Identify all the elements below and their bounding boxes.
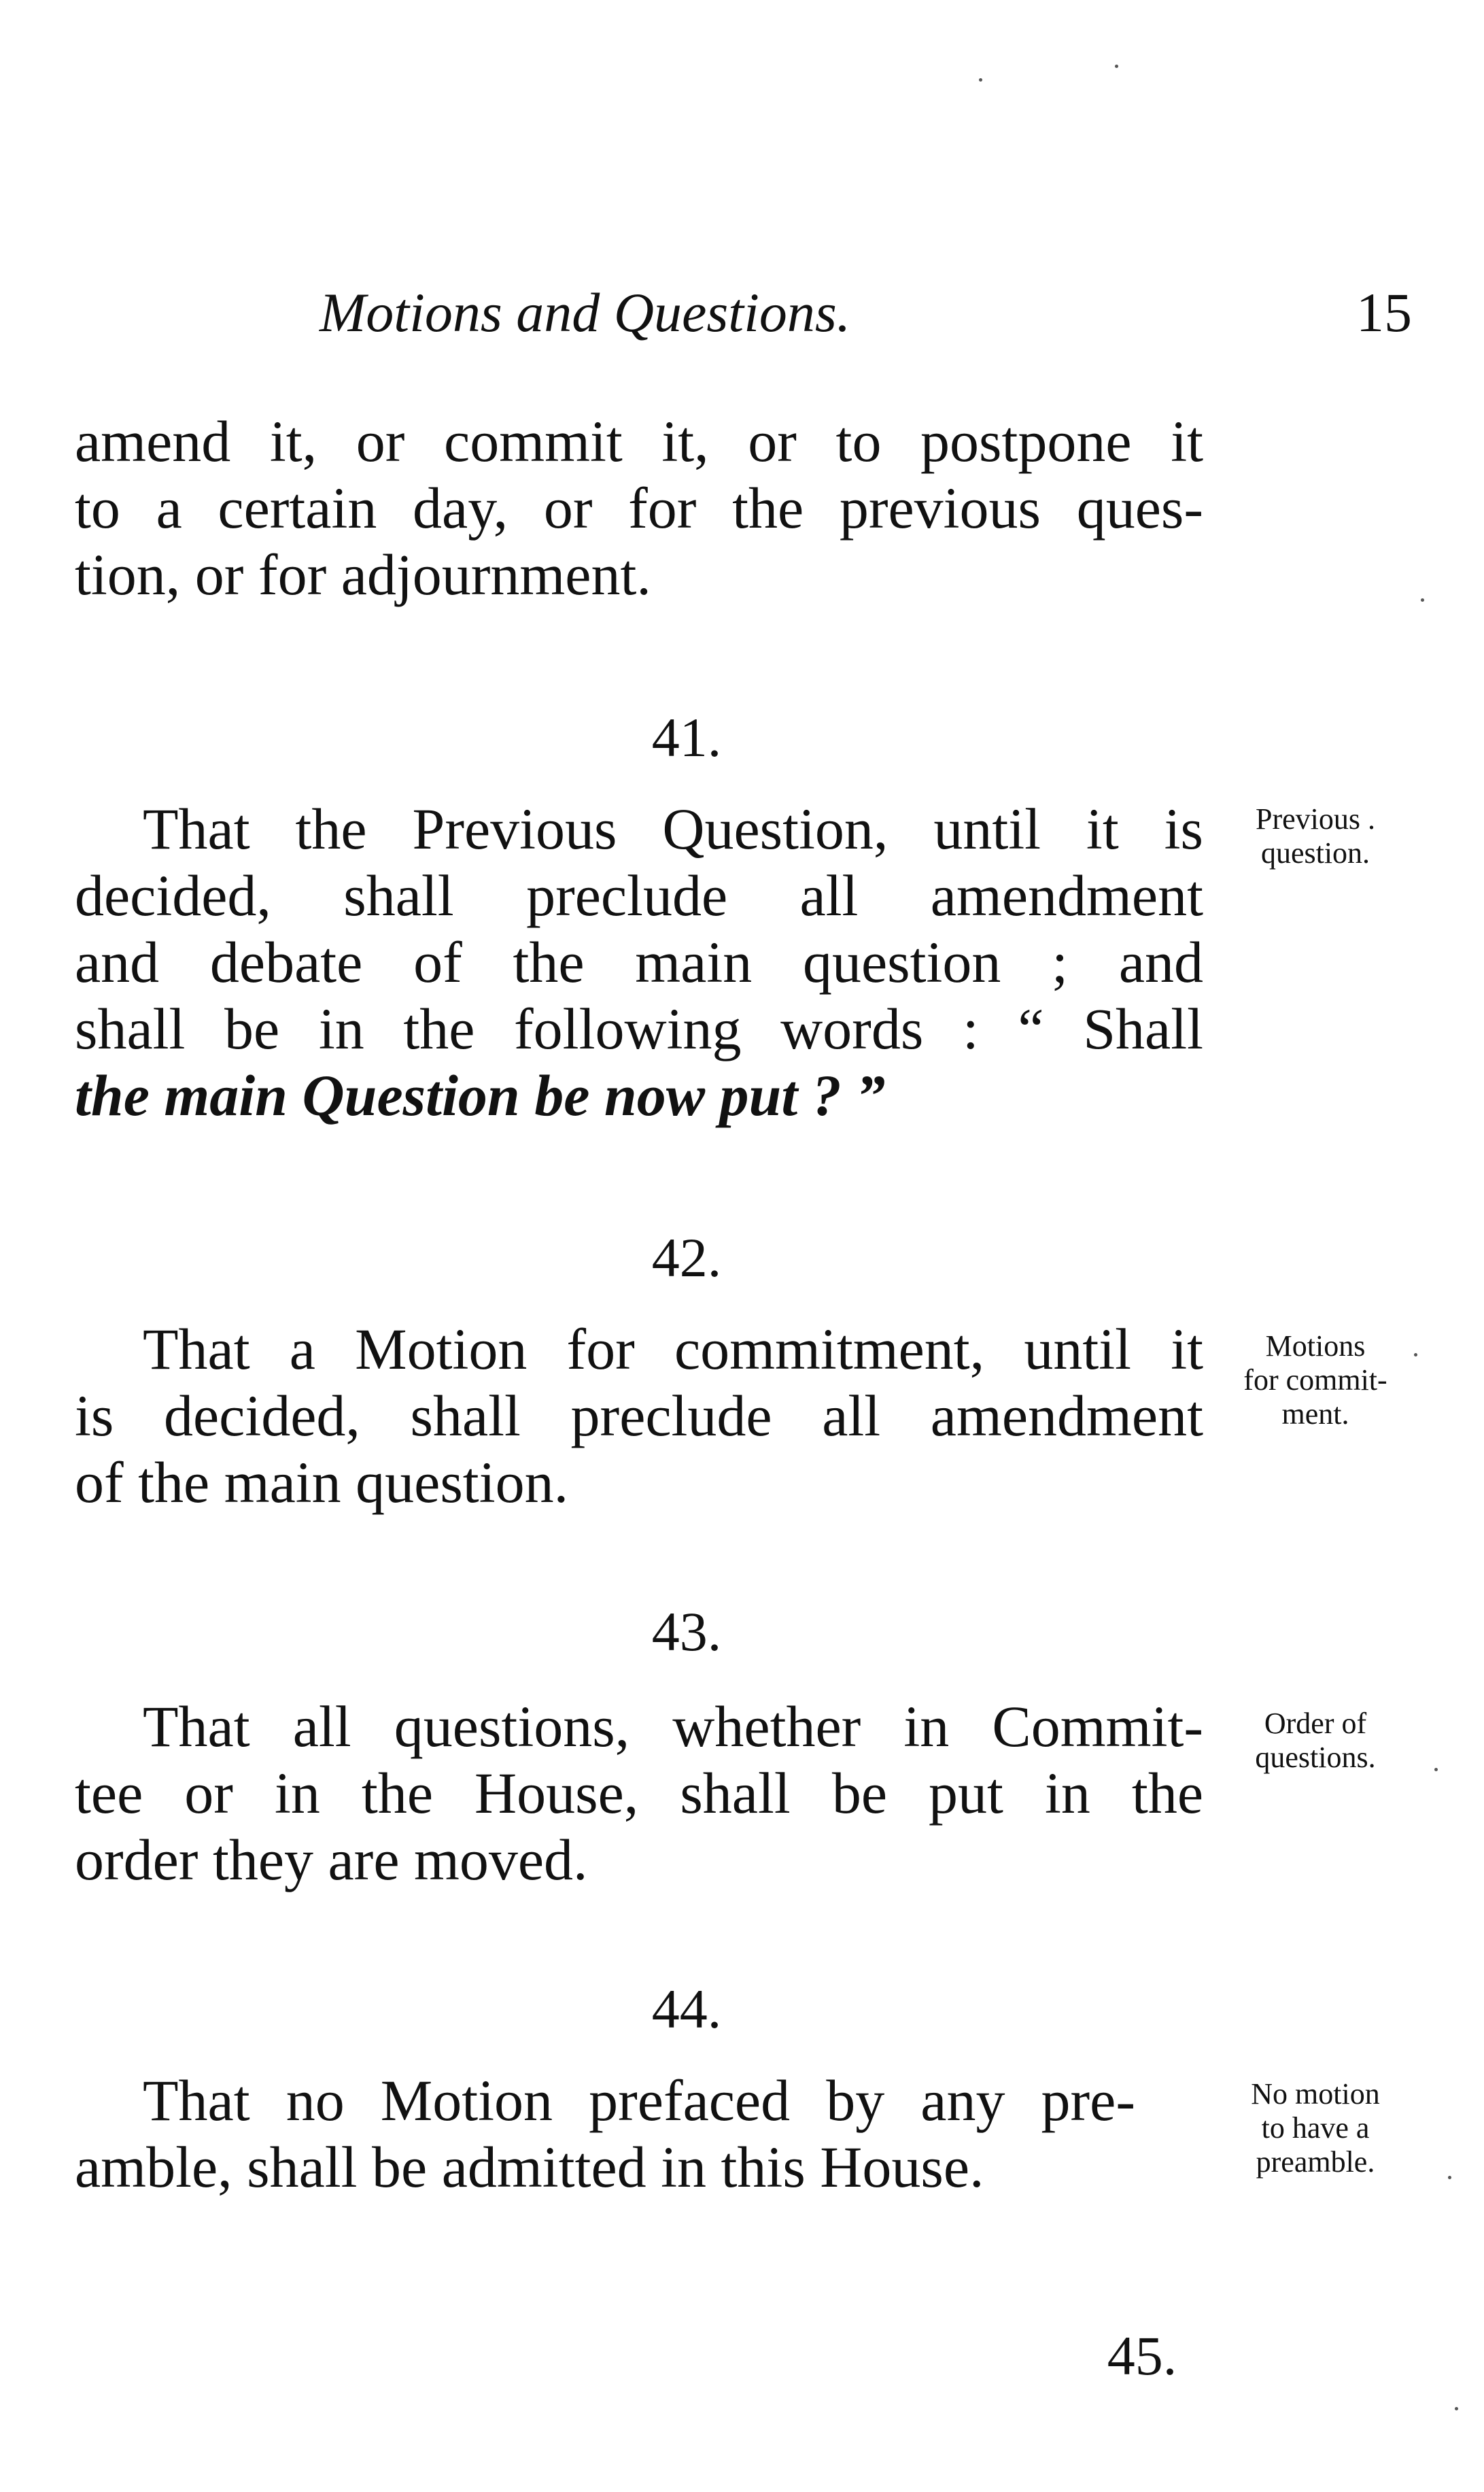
margin-note-previous-question <box>1213 802 1417 870</box>
text-line: tion, or for adjournment. <box>75 542 651 607</box>
note-line: to have a <box>1261 2111 1370 2145</box>
text-line: That all questions, whether in Commit- <box>143 1694 1203 1759</box>
continuation-paragraph <box>75 408 1203 608</box>
scan-speck <box>1434 1768 1438 1771</box>
note-line: Motions <box>1265 1329 1366 1363</box>
catchword-next-number: 45. <box>1107 2325 1177 2387</box>
scan-speck <box>1455 2407 1458 2410</box>
text-line: order they are moved. <box>75 1827 588 1892</box>
margin-note-order-of-questions <box>1213 1707 1417 1775</box>
scan-speck <box>1448 2176 1451 2179</box>
text-line: of the main question. <box>75 1450 569 1515</box>
running-title: Motions and Questions. <box>320 281 851 343</box>
note-line: ment. <box>1281 1397 1349 1431</box>
rule-number-44: 44. <box>651 1978 722 2040</box>
rule-41-paragraph <box>75 796 1203 1129</box>
margin-note-no-motion-preamble <box>1213 2077 1417 2179</box>
note-line: Previous . <box>1256 802 1375 836</box>
note-line: questions. <box>1255 1741 1376 1774</box>
text-line: and debate of the main question ; and <box>75 929 1203 995</box>
text-line: That a Motion for commitment, until it <box>143 1316 1203 1382</box>
text-line: decided, shall preclude all amendment <box>75 863 1203 928</box>
text-line: amble, shall be admitted in this House. <box>75 2134 984 2200</box>
italic-question-line: the main Question be now put ? ” <box>75 1063 886 1128</box>
scan-speck <box>1414 1353 1417 1356</box>
note-line: question. <box>1260 836 1370 870</box>
note-line: No motion <box>1251 2077 1380 2111</box>
page-number: 15 <box>1356 281 1412 343</box>
rule-42-paragraph <box>75 1316 1203 1516</box>
text-line: is decided, shall preclude all amendment <box>75 1383 1203 1448</box>
rule-43-paragraph <box>75 1693 1203 1893</box>
note-line: preamble. <box>1256 2145 1375 2179</box>
text-line: That the Previous Question, until it is <box>143 796 1203 861</box>
scan-speck <box>1421 598 1424 602</box>
text-line: to a certain day, or for the previous ques- <box>75 475 1203 541</box>
note-line: Order of <box>1264 1707 1367 1740</box>
margin-note-motions-for-commitment <box>1213 1329 1417 1431</box>
scan-speck <box>1115 65 1118 68</box>
running-head <box>0 272 1484 354</box>
rule-number-41: 41. <box>651 706 722 768</box>
text-line: tee or in the House, shall be put in the <box>75 1760 1203 1826</box>
text-line: shall be in the following words : “ Shall <box>75 996 1203 1061</box>
text-line: That no Motion prefaced by any pre- <box>143 2068 1135 2133</box>
rule-number-43: 43. <box>651 1601 722 1662</box>
rule-44-paragraph <box>75 2067 1135 2200</box>
rule-number-42: 42. <box>651 1227 722 1288</box>
note-line: for commit- <box>1243 1363 1387 1397</box>
text-line: amend it, or commit it, or to postpone it <box>75 409 1203 474</box>
scan-speck <box>979 78 982 82</box>
